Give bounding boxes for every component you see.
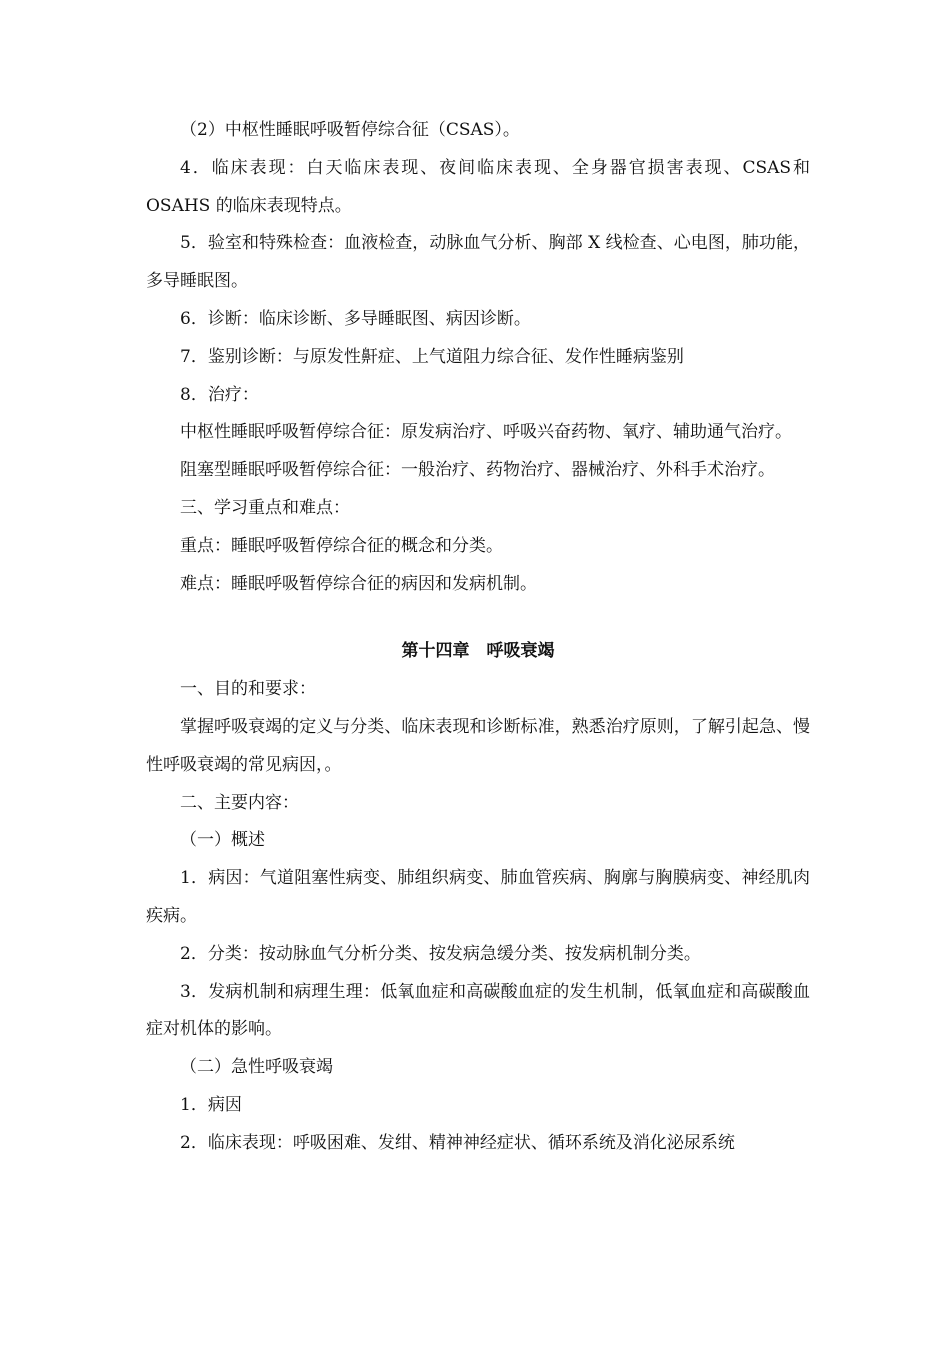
paragraph-treatment: 8．治疗： bbox=[180, 384, 259, 405]
paragraph-pathophysiology: 3．发病机制和病理生理：低氧血症和高碳酸血症的发生机制，低氧血症和高碳酸血症对机体的影响。 bbox=[146, 981, 810, 1040]
paragraph-diagnosis: 6．诊断：临床诊断、多导睡眠图、病因诊断。 bbox=[180, 308, 531, 329]
paragraph-acute-clinical: 2．临床表现：呼吸困难、发绀、精神神经症状、循环系统及消化泌尿系统 bbox=[180, 1132, 735, 1153]
paragraph-obstructive-treatment: 阻塞型睡眠呼吸暂停综合征：一般治疗、药物治疗、器械治疗、外科手术治疗。 bbox=[180, 460, 775, 481]
paragraph-acute-respiratory-failure: （二）急性呼吸衰竭 bbox=[180, 1057, 333, 1078]
paragraph-key-points-heading: 三、学习重点和难点： bbox=[180, 497, 350, 518]
paragraph-objectives-heading: 一、目的和要求： bbox=[180, 679, 316, 700]
chapter-title: 第十四章 呼吸衰竭 bbox=[401, 641, 555, 662]
paragraph-classification: 2．分类：按动脉血气分析分类、按发病急缓分类、按发病机制分类。 bbox=[180, 943, 701, 964]
paragraph-csas: （2）中枢性睡眠呼吸暂停综合征（CSAS）。 bbox=[180, 120, 520, 140]
paragraph-difficult-point: 难点：睡眠呼吸暂停综合征的病因和发病机制。 bbox=[180, 573, 537, 594]
paragraph-differential-diagnosis: 7．鉴别诊断：与原发性鼾症、上气道阻力综合征、发作性睡病鉴别 bbox=[180, 346, 684, 367]
paragraph-overview: （一）概述 bbox=[180, 830, 265, 851]
paragraph-lab-exams: 5．验室和特殊检查：血液检查，动脉血气分析、胸部 X 线检查、心电图，肺功能，多导睡眠图。 bbox=[146, 233, 810, 292]
paragraph-etiology: 1．病因：气道阻塞性病变、肺组织病变、肺血管疾病、胸廓与胸膜病变、神经肌肉疾病。 bbox=[146, 868, 810, 926]
paragraph-main-content-heading: 二、主要内容： bbox=[180, 792, 299, 813]
document-page bbox=[146, 112, 810, 1163]
section-spacer bbox=[146, 603, 810, 633]
paragraph-key-point: 重点：睡眠呼吸暂停综合征的概念和分类。 bbox=[180, 535, 503, 556]
paragraph-clinical-manifestations: 4．临床表现：白天临床表现、夜间临床表现、全身器官损害表现、CSAS和 OSAHS 的临床表现特点。 bbox=[146, 157, 810, 216]
paragraph-objectives: 掌握呼吸衰竭的定义与分类、临床表现和诊断标准，熟悉治疗原则，了解引起急、慢性呼吸衰竭的常见病因，。 bbox=[146, 716, 810, 775]
paragraph-central-treatment: 中枢性睡眠呼吸暂停综合征：原发病治疗、呼吸兴奋药物、氧疗、辅助通气治疗。 bbox=[180, 422, 792, 443]
paragraph-acute-etiology: 1．病因 bbox=[180, 1094, 242, 1115]
